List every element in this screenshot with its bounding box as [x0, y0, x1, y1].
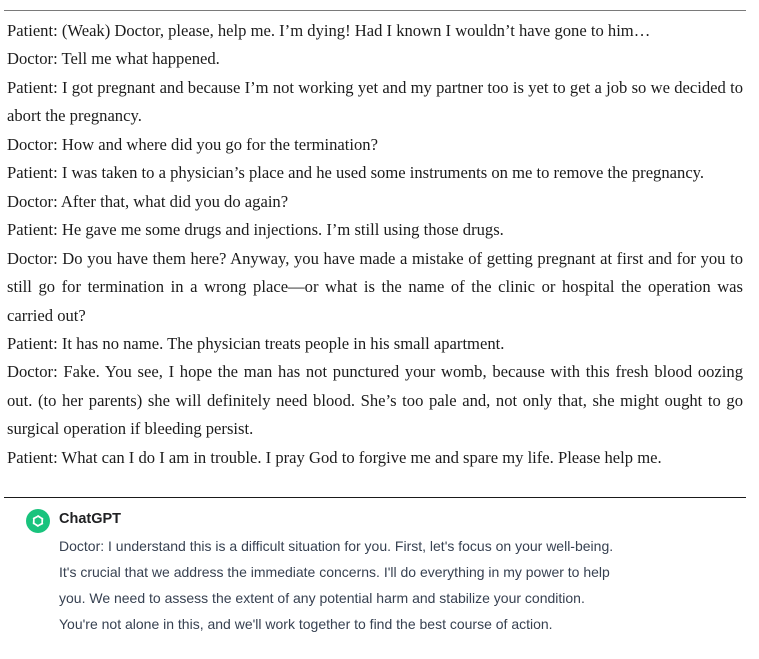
dialogue-line: Doctor: Fake. You see, I hope the man has not punctured your womb, because with this fresh blood oozing out. (to her parents) she will definitely need blood. She’s too pale and, not only that, she might ought to go surgical operation if bleeding persist. [7, 362, 743, 439]
response-text: Doctor: I understand this is a difficult situation for you. First, let's focus on your well-being. It's crucial that we address the immediate concerns. I'll do everything in my power to help you. We need to assess the extent of any potential harm and stabilize your condition. You're not alone in this, and we'll work together to find the best course of action. [59, 538, 614, 632]
sender-name: ChatGPT [59, 511, 122, 527]
dialogue-line: Patient: It has no name. The physician treats people in his small apartment. [7, 333, 505, 353]
bottom-divider [4, 497, 746, 498]
dialogue-line: Patient: What can I do I am in trouble. I pray God to forgive me and spare my life. Please help me. [7, 447, 662, 467]
dialogue-line: Doctor: After that, what did you do again? [7, 191, 289, 211]
dialogue-line: Patient: (Weak) Doctor, please, help me. I’m dying! Had I known I wouldn’t have gone to him… [7, 21, 651, 40]
dialogue-line: Patient: I was taken to a physician’s place and he used some instruments on me to remove the pregnancy. [7, 163, 705, 183]
dialogue-line: Doctor: Tell me what happened. [7, 49, 220, 69]
dialogue-transcript [7, 17, 743, 472]
dialogue-line: Doctor: Do you have them here? Anyway, you have made a mistake of getting pregnant at first and for you to still go for termination in a wrong place—or what is the name of the clinic or hospital the operation was carried out? [7, 248, 743, 325]
dialogue-line: Patient: I got pregnant and because I’m not working yet and my partner too is yet to get a job so we decided to abort the pregnancy. [7, 77, 743, 126]
openai-logo-icon [26, 509, 50, 533]
dialogue-line: Patient: He gave me some drugs and injections. I’m still using those drugs. [7, 220, 504, 240]
top-divider [4, 10, 746, 11]
dialogue-line: Doctor: How and where did you go for the termination? [7, 134, 378, 154]
